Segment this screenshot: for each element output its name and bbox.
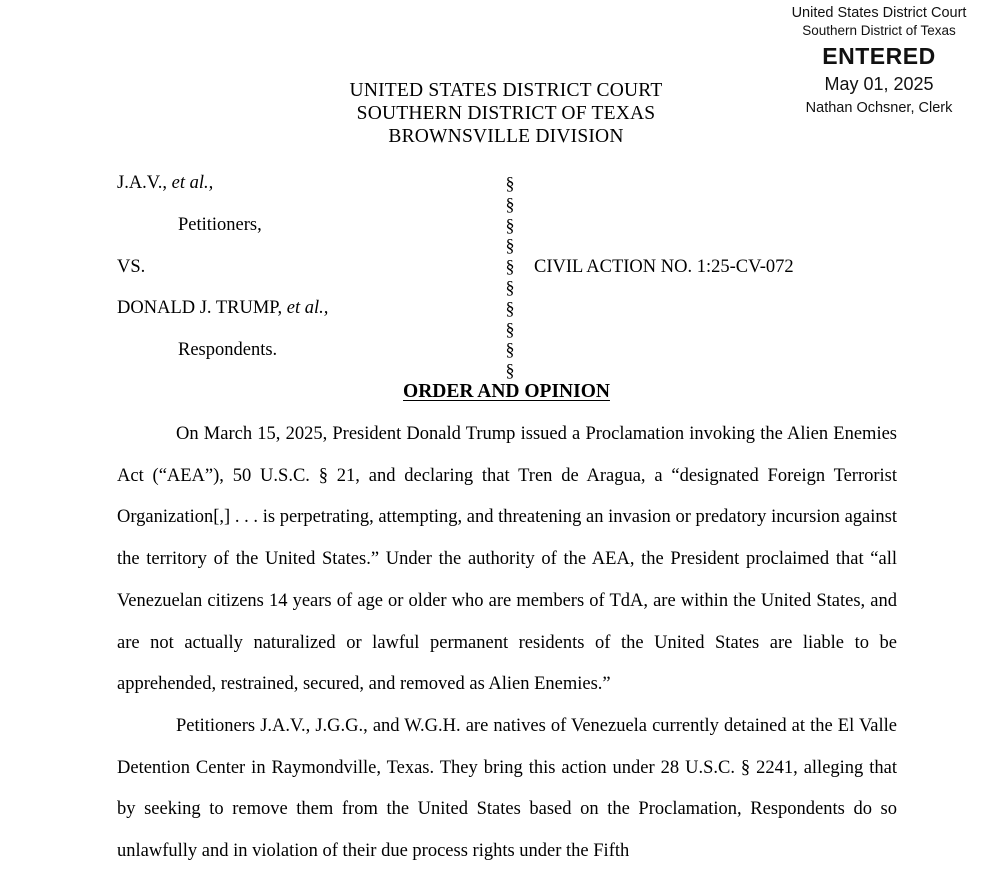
opinion-body (117, 414, 897, 873)
stamp-clerk-name: Nathan Ochsner, Clerk (805, 100, 953, 116)
respondent-et-al: et al., (286, 298, 329, 318)
section-symbol: § (505, 173, 515, 193)
petitioner-role: Petitioners, (178, 215, 262, 235)
section-symbol: § (505, 214, 515, 235)
petitioner-name-text: J.A.V., (117, 173, 168, 193)
petitioner-name (117, 172, 213, 194)
respondent-role: Respondents. (178, 340, 278, 360)
civil-action-number: CIVIL ACTION NO. 1:25-CV-072 (534, 257, 794, 277)
stamp-district-name: Southern District of Texas (802, 23, 956, 38)
stamp-entered-date: May 01, 2025 (824, 74, 934, 94)
section-symbol: § (505, 256, 515, 277)
court-heading-line-1: UNITED STATES DISTRICT COURT (349, 80, 663, 101)
section-symbol: § (505, 235, 515, 256)
stamp-court-name: United States District Court (791, 5, 967, 21)
section-symbol: § (505, 193, 515, 214)
body-paragraph-2: Petitioners J.A.V., J.G.G., and W.G.H. are natives of Venezuela currently detained at the El Valle Detention Center in Raymondville, Texas. They bring this action under 28 U.S.C. § 2241, alleging that by seeking to remove them from the United States based on the Proclamation, Respondents do so unlawfully and in violation of their due process rights under the Fifth (117, 715, 897, 862)
stamp-entered-status: ENTERED (822, 43, 936, 69)
case-caption (117, 172, 917, 381)
petitioner-et-al: et al., (171, 173, 214, 193)
respondent-name-text: DONALD J. TRUMP, (117, 298, 283, 318)
respondent-name (117, 297, 328, 319)
section-symbol: § (505, 276, 515, 297)
section-symbol: § (505, 318, 515, 339)
versus-label: VS. (117, 257, 146, 277)
clerk-entered-stamp (775, 4, 983, 120)
section-symbol: § (505, 339, 515, 360)
section-symbol: § (505, 360, 515, 381)
document-title: ORDER AND OPINION (403, 381, 610, 402)
court-heading-line-3: BROWNSVILLE DIVISION (388, 126, 624, 147)
court-heading-line-2: SOUTHERN DISTRICT OF TEXAS (356, 103, 656, 124)
section-symbol: § (505, 297, 515, 318)
court-heading (256, 79, 756, 148)
body-paragraph-1: On March 15, 2025, President Donald Trump issued a Proclamation invoking the Alien Enemies Act (“AEA”), 50 U.S.C. § 21, and declaring that Tren de Aragua, a “designated Foreign Terrorist Organization[,] . . . is perpetrating, attempting, and threatening an invasion or predatory incursion against the territory of the United States.” Under the authority of the AEA, the President proclaimed that “all Venezuelan citizens 14 years of age or older who are members of TdA, are within the United States, and are not actually naturalized or lawful permanent residents of the United States are liable to be apprehended, restrained, secured, and removed as Alien Enemies.” (117, 424, 897, 695)
section-symbol-column (502, 173, 518, 381)
